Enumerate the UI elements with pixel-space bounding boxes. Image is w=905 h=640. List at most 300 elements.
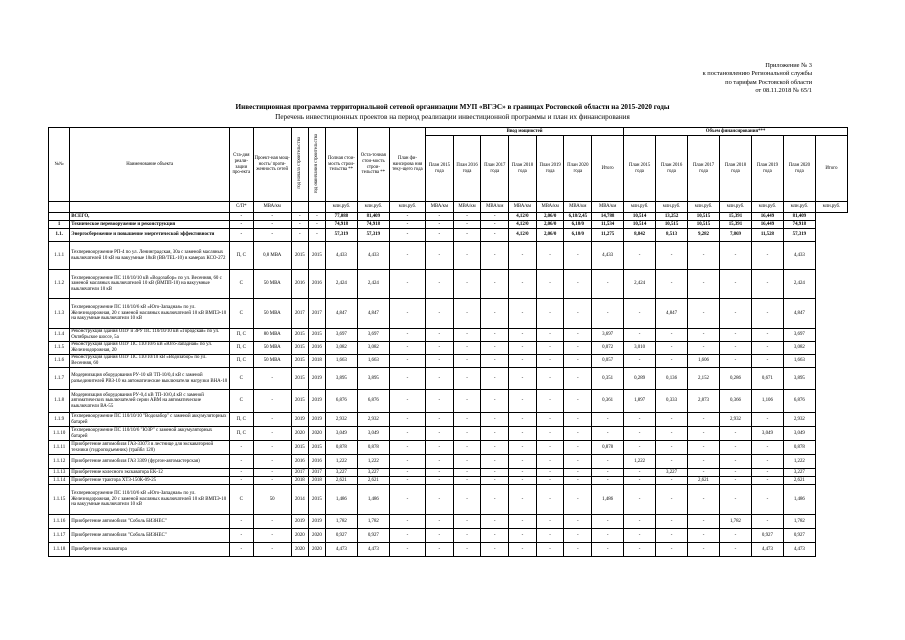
value-cell: -: [426, 342, 454, 355]
value-cell: -: [656, 413, 688, 427]
value-cell: 2016: [308, 455, 325, 469]
value-cell: -: [624, 413, 656, 427]
value-cell: 2,152: [688, 368, 720, 390]
header-capacity-group: Ввод мощностей: [426, 128, 624, 136]
row-number: 1.1.5: [49, 342, 70, 355]
value-cell: -: [253, 390, 291, 413]
value-cell: 0,286: [719, 368, 751, 390]
value-cell: 2016: [291, 270, 308, 299]
value-cell: -: [453, 477, 481, 485]
header-fund-total: Итого: [815, 136, 847, 202]
value-cell: 3,227: [656, 469, 688, 477]
document-subtitle: Перечень инвестиционных проектов на период реализации инвестиционной программы и план их финансирования: [275, 113, 630, 121]
value-cell: -: [230, 213, 253, 221]
value-cell: -: [656, 455, 688, 469]
value-cell: -: [481, 390, 509, 413]
value-cell: 2020: [308, 427, 325, 441]
value-cell: 0,927: [325, 529, 357, 543]
value-cell: 11,275: [592, 229, 624, 242]
row-number: 1.1.8: [49, 390, 70, 413]
value-cell: -: [453, 299, 481, 329]
value-cell: -: [751, 413, 783, 427]
value-cell: 3,049: [751, 427, 783, 441]
object-name: Техперевооружение РП-4 по ул. Ленинградская, 30а с заменой масляных выключателей 10 кВ на вакуумные 10кВ (BB/TEL-10) в камерах КСО-272: [70, 242, 230, 270]
value-cell: -: [453, 213, 481, 221]
row-number: [49, 213, 70, 221]
value-cell: 2020: [308, 529, 325, 543]
table-row: [49, 242, 848, 270]
value-cell: П, С: [230, 355, 253, 368]
value-cell: 4,433: [783, 242, 815, 270]
value-cell: 0,927: [783, 529, 815, 543]
value-cell: 2,932: [357, 413, 389, 427]
header-fund-year: План 2018 года: [719, 136, 751, 202]
value-cell: 0,878: [592, 441, 624, 455]
value-cell: -: [426, 529, 454, 543]
value-cell: 57,319: [325, 229, 357, 242]
value-cell: -: [481, 413, 509, 427]
value-cell: -: [453, 229, 481, 242]
value-cell: -: [453, 455, 481, 469]
value-cell: -: [253, 529, 291, 543]
value-cell: -: [253, 413, 291, 427]
value-cell: -: [389, 368, 425, 390]
units-cell: МВА/км: [481, 202, 509, 213]
value-cell: -: [453, 515, 481, 529]
value-cell: С: [230, 485, 253, 515]
value-cell: -: [389, 469, 425, 477]
value-cell: -: [389, 242, 425, 270]
value-cell: 1,663: [783, 355, 815, 368]
value-cell: 2,424: [357, 270, 389, 299]
value-cell: -: [253, 427, 291, 441]
value-cell: -: [230, 469, 253, 477]
value-cell: 4,473: [783, 543, 815, 557]
value-cell: -: [389, 390, 425, 413]
value-cell: -: [564, 390, 592, 413]
value-cell: -: [453, 441, 481, 455]
value-cell: 0,878: [357, 441, 389, 455]
value-cell: -: [688, 485, 720, 515]
value-cell: -: [481, 427, 509, 441]
value-cell: 10,514: [624, 213, 656, 221]
value-cell: -: [481, 229, 509, 242]
value-cell: -: [564, 270, 592, 299]
value-cell: 0,351: [592, 368, 624, 390]
value-cell: 1,486: [357, 485, 389, 515]
value-cell: -: [751, 469, 783, 477]
value-cell: 2,06/0: [536, 229, 564, 242]
value-cell: 50 МВА: [253, 299, 291, 329]
value-cell: 2015: [308, 242, 325, 270]
units-cell: млн.руб.: [688, 202, 720, 213]
value-cell: -: [509, 413, 537, 427]
value-cell: -: [688, 427, 720, 441]
value-cell: 6,18/2,45: [564, 213, 592, 221]
value-cell: -: [481, 455, 509, 469]
table-row: [49, 477, 848, 485]
value-cell: 4,12/0: [509, 229, 537, 242]
row-number: 1.1.4: [49, 329, 70, 342]
units-cell: МВА/км: [426, 202, 454, 213]
value-cell: 2016: [291, 455, 308, 469]
value-cell: П, С: [230, 413, 253, 427]
value-cell: -: [426, 543, 454, 557]
value-cell: 74,918: [357, 221, 389, 229]
header-cap-year: План 2020 года: [564, 136, 592, 202]
annex-line: к постановлению Региональной службы: [702, 70, 812, 78]
value-cell: -: [536, 427, 564, 441]
row-number: 1.1.9: [49, 413, 70, 427]
value-cell: 2015: [291, 441, 308, 455]
value-cell: 1,897: [624, 390, 656, 413]
document-title: Инвестиционная программа территориальной сетевой организации МУП «ВГЭС» в границах Ростовской области на 2015-2020 годы: [235, 103, 670, 111]
object-name: Модернизация оборудования РУ-0,4 кВ ТП-10/0,4 кВ с заменой автоматических выключателей серии АВМ на автоматические выключатели ВА-55: [70, 390, 230, 413]
header-cap-year: План 2017 года: [481, 136, 509, 202]
value-cell: 6,876: [783, 390, 815, 413]
units-cell: [70, 202, 230, 213]
value-cell: 2016: [308, 270, 325, 299]
value-cell: -: [253, 441, 291, 455]
value-cell: 2019: [308, 515, 325, 529]
value-cell: 2,621: [357, 477, 389, 485]
value-cell: -: [564, 469, 592, 477]
value-cell: -: [656, 242, 688, 270]
value-cell: -: [564, 329, 592, 342]
value-cell: 6,876: [325, 390, 357, 413]
units-cell: [49, 202, 70, 213]
value-cell: П, С: [230, 329, 253, 342]
value-cell: -: [624, 329, 656, 342]
value-cell: -: [656, 477, 688, 485]
value-cell: -: [656, 329, 688, 342]
value-cell: -: [688, 515, 720, 529]
value-cell: 3,082: [325, 342, 357, 355]
row-number: 1.1.12: [49, 455, 70, 469]
row-number: 1.1.3: [49, 299, 70, 329]
value-cell: 10,514: [624, 221, 656, 229]
value-cell: -: [688, 543, 720, 557]
value-cell: -: [481, 543, 509, 557]
value-cell: -: [536, 242, 564, 270]
value-cell: 1,663: [357, 355, 389, 368]
value-cell: -: [230, 441, 253, 455]
value-cell: -: [308, 213, 325, 221]
value-cell: 2019: [308, 368, 325, 390]
value-cell: -: [719, 329, 751, 342]
value-cell: -: [751, 355, 783, 368]
units-cell: С/П*: [230, 202, 253, 213]
value-cell: -: [624, 477, 656, 485]
value-cell: -: [453, 368, 481, 390]
value-cell: 2019: [308, 390, 325, 413]
value-cell: 2017: [308, 469, 325, 477]
value-cell: -: [481, 242, 509, 270]
value-cell: -: [536, 413, 564, 427]
value-cell: -: [564, 543, 592, 557]
value-cell: -: [481, 342, 509, 355]
annex-line: Приложение № 3: [765, 62, 812, 69]
value-cell: -: [253, 455, 291, 469]
table-row: [49, 342, 848, 355]
value-cell: -: [481, 355, 509, 368]
annex-line: от 08.11.2018 № 65/1: [755, 87, 812, 95]
value-cell: 2,621: [783, 477, 815, 485]
value-cell: -: [624, 242, 656, 270]
value-cell: -: [509, 543, 537, 557]
value-cell: 2,932: [719, 413, 751, 427]
header-capacity: Проект-ная мощ-ность/ протя-женность сетей: [253, 128, 291, 202]
units-cell: МВА/км: [453, 202, 481, 213]
units-cell: [308, 202, 325, 213]
value-cell: 1,782: [357, 515, 389, 529]
value-cell: -: [751, 477, 783, 485]
value-cell: -: [426, 455, 454, 469]
value-cell: 3,227: [357, 469, 389, 477]
value-cell: -: [592, 515, 624, 529]
value-cell: -: [536, 441, 564, 455]
value-cell: 2,06/0: [536, 213, 564, 221]
units-cell: млн.руб.: [751, 202, 783, 213]
value-cell: -: [453, 427, 481, 441]
value-cell: 0,671: [751, 368, 783, 390]
value-cell: -: [426, 413, 454, 427]
value-cell: -: [656, 441, 688, 455]
value-cell: -: [453, 543, 481, 557]
value-cell: -: [719, 529, 751, 543]
value-cell: -: [230, 477, 253, 485]
value-cell: -: [624, 469, 656, 477]
value-cell: -: [230, 455, 253, 469]
value-cell: -: [719, 485, 751, 515]
value-cell: -: [253, 229, 291, 242]
value-cell: -: [509, 242, 537, 270]
row-number: 1.1.11: [49, 441, 70, 455]
value-cell: -: [389, 477, 425, 485]
value-cell: -: [624, 441, 656, 455]
value-cell: 1,106: [751, 390, 783, 413]
header-fund-year: План 2015 года: [624, 136, 656, 202]
value-cell: -: [389, 485, 425, 515]
value-cell: 2,932: [325, 413, 357, 427]
value-cell: -: [751, 270, 783, 299]
value-cell: 2015: [308, 329, 325, 342]
value-cell: С: [230, 299, 253, 329]
value-cell: -: [453, 413, 481, 427]
object-name: Приобретение автомобиля "Соболь БИЗНЕС": [70, 529, 230, 543]
value-cell: -: [656, 427, 688, 441]
value-cell: -: [481, 299, 509, 329]
header-fund-year: План 2019 года: [751, 136, 783, 202]
object-name: Приобретение колесного экскаватора ЕК-12: [70, 469, 230, 477]
object-name: Техперевооружение ПС 110/10/6 "ЮЗР" с заменой аккумуляторных батарей: [70, 427, 230, 441]
value-cell: -: [592, 477, 624, 485]
value-cell: 2018: [308, 477, 325, 485]
value-cell: -: [624, 427, 656, 441]
value-cell: -: [624, 355, 656, 368]
value-cell: -: [751, 455, 783, 469]
header-funding-group: Объем финансирования***: [624, 128, 848, 136]
table-row: [49, 213, 848, 221]
value-cell: -: [426, 469, 454, 477]
units-cell: млн.руб.: [389, 202, 425, 213]
value-cell: 3,895: [357, 368, 389, 390]
value-cell: 2015: [308, 441, 325, 455]
value-cell: -: [253, 543, 291, 557]
value-cell: 1,486: [783, 485, 815, 515]
object-name: Техническое перевооружение и реконструкция: [70, 221, 230, 229]
investment-table: [48, 127, 848, 557]
value-cell: 3,010: [624, 342, 656, 355]
value-cell: -: [536, 543, 564, 557]
value-cell: 0,361: [592, 390, 624, 413]
table-row: [49, 270, 848, 299]
value-cell: 50 МВА: [253, 270, 291, 299]
row-number: 1: [49, 221, 70, 229]
value-cell: -: [592, 427, 624, 441]
value-cell: -: [592, 543, 624, 557]
table-row: [49, 329, 848, 342]
value-cell: -: [389, 329, 425, 342]
value-cell: 57,319: [357, 229, 389, 242]
value-cell: -: [481, 221, 509, 229]
value-cell: 1,222: [783, 455, 815, 469]
value-cell: -: [688, 469, 720, 477]
value-cell: -: [509, 299, 537, 329]
value-cell: П, С: [230, 242, 253, 270]
object-name: Техперевооружение ПС 110/10/6 кВ «Юго-Западная» по ул. Железнодорожная, 20 с заменой масляных выключателей 10 кВ ВМПЭ-10 на вакуумные выключатели 10 кВ: [70, 485, 230, 515]
value-cell: -: [389, 299, 425, 329]
value-cell: С: [230, 270, 253, 299]
value-cell: 16,449: [751, 213, 783, 221]
value-cell: 1,486: [325, 485, 357, 515]
value-cell: -: [509, 329, 537, 342]
value-cell: -: [481, 270, 509, 299]
value-cell: -: [509, 342, 537, 355]
units-cell: млн.руб.: [815, 202, 847, 213]
value-cell: 2017: [308, 299, 325, 329]
value-cell: 14,788: [592, 213, 624, 221]
value-cell: -: [536, 390, 564, 413]
table-row: [49, 529, 848, 543]
value-cell: 4,12/0: [509, 221, 537, 229]
value-cell: 13,252: [656, 213, 688, 221]
value-cell: 2015: [291, 390, 308, 413]
value-cell: -: [509, 427, 537, 441]
table-row: [49, 368, 848, 390]
value-cell: -: [751, 329, 783, 342]
value-cell: -: [536, 469, 564, 477]
value-cell: 15,391: [719, 221, 751, 229]
value-cell: 2,424: [783, 270, 815, 299]
value-cell: -: [453, 242, 481, 270]
units-cell: МВА/км: [592, 202, 624, 213]
value-cell: -: [389, 529, 425, 543]
table-row: [49, 485, 848, 515]
header-end-year: [308, 128, 325, 202]
value-cell: -: [751, 342, 783, 355]
value-cell: -: [688, 242, 720, 270]
header-stage: Ста-дия реали-зации про-екта: [230, 128, 253, 202]
value-cell: -: [564, 368, 592, 390]
value-cell: -: [656, 342, 688, 355]
value-cell: -: [751, 485, 783, 515]
value-cell: 50: [253, 485, 291, 515]
value-cell: -: [564, 242, 592, 270]
value-cell: -: [509, 485, 537, 515]
value-cell: -: [656, 270, 688, 299]
value-cell: 2015: [291, 368, 308, 390]
value-cell: 2,424: [325, 270, 357, 299]
value-cell: -: [592, 299, 624, 329]
value-cell: -: [719, 427, 751, 441]
value-cell: 3,227: [325, 469, 357, 477]
value-cell: -: [564, 455, 592, 469]
table-row: [49, 221, 848, 229]
value-cell: 50 МВА: [253, 342, 291, 355]
value-cell: 2019: [291, 413, 308, 427]
value-cell: -: [564, 477, 592, 485]
value-cell: -: [509, 515, 537, 529]
row-number: 1.1.1: [49, 242, 70, 270]
value-cell: -: [453, 221, 481, 229]
value-cell: 0,289: [624, 368, 656, 390]
value-cell: -: [509, 441, 537, 455]
value-cell: -: [426, 515, 454, 529]
value-cell: -: [453, 329, 481, 342]
units-cell: млн.руб.: [656, 202, 688, 213]
value-cell: -: [751, 299, 783, 329]
value-cell: -: [564, 529, 592, 543]
value-cell: 3,227: [783, 469, 815, 477]
row-number: 1.1.13: [49, 469, 70, 477]
value-cell: 4,433: [592, 242, 624, 270]
value-cell: -: [564, 441, 592, 455]
value-cell: -: [426, 270, 454, 299]
value-cell: 7,869: [719, 229, 751, 242]
row-number: 1.1.16: [49, 515, 70, 529]
value-cell: -: [426, 242, 454, 270]
value-cell: 3,082: [357, 342, 389, 355]
row-number: 1.1.10: [49, 427, 70, 441]
value-cell: -: [253, 515, 291, 529]
value-cell: -: [453, 469, 481, 477]
value-cell: -: [536, 455, 564, 469]
value-cell: -: [751, 242, 783, 270]
units-row: [49, 202, 848, 213]
value-cell: -: [719, 469, 751, 477]
value-cell: 0,057: [592, 355, 624, 368]
value-cell: 11,534: [592, 221, 624, 229]
value-cell: 2020: [291, 543, 308, 557]
value-cell: -: [453, 390, 481, 413]
value-cell: -: [536, 515, 564, 529]
value-cell: 2015: [291, 355, 308, 368]
table-row: [49, 413, 848, 427]
value-cell: 0,366: [719, 390, 751, 413]
value-cell: 8,842: [624, 229, 656, 242]
value-cell: -: [230, 529, 253, 543]
value-cell: -: [688, 270, 720, 299]
value-cell: -: [426, 299, 454, 329]
object-name: Реконструкция здания ОПУ и ЗРУ ПС 110/10/10 кВ «Городская» по ул. Октябрьское шоссе, 5а: [70, 329, 230, 342]
value-cell: 4,433: [357, 242, 389, 270]
value-cell: 2017: [291, 299, 308, 329]
value-cell: -: [389, 270, 425, 299]
header-full-cost: Полная стои-мость строи-тельства **: [325, 128, 357, 202]
object-name: Энергосбережение и повышение энергетической эффективности: [70, 229, 230, 242]
value-cell: -: [308, 221, 325, 229]
